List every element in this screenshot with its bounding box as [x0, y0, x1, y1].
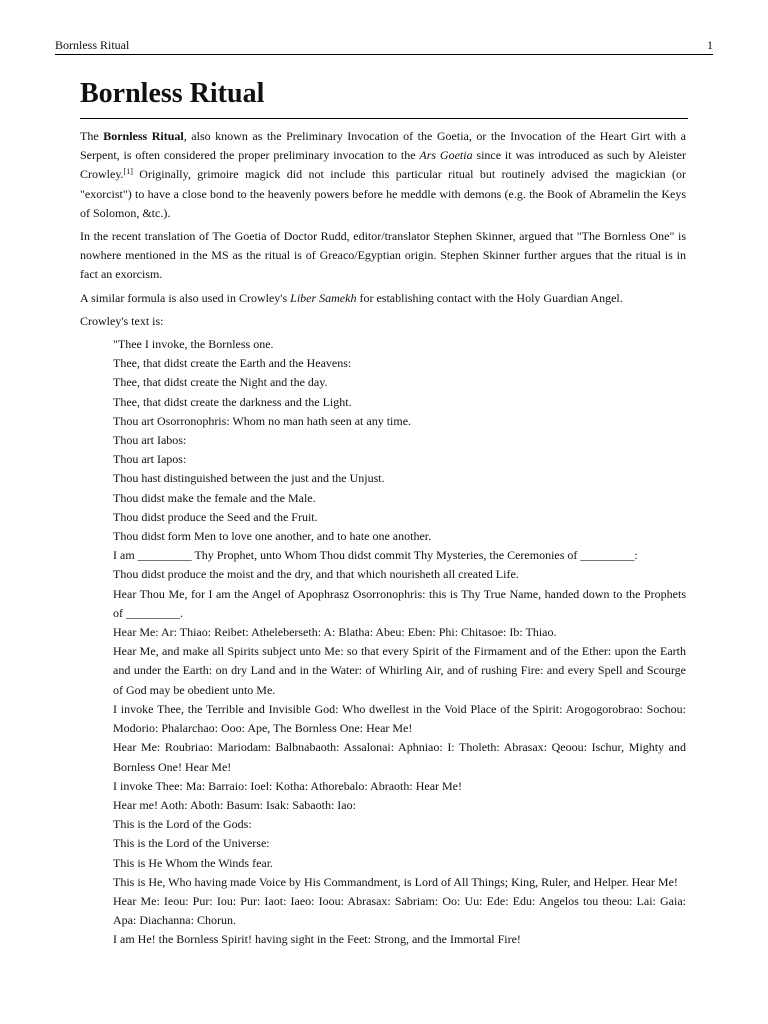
ritual-line: Thee, that didst create the darkness and the Light. — [113, 394, 352, 409]
ritual-line: Thou art Osorronophris: Whom no man hath seen at any time. — [113, 413, 412, 428]
ritual-line: "Thee I invoke, the Bornless one. — [113, 337, 274, 352]
para3-text-2: for establishing contact with the Holy Guardian Angel. — [356, 290, 623, 305]
para3-italic-title: Liber Samekh — [290, 290, 357, 305]
ritual-line: I am He! the Bornless Spirit! having sight in the Feet: Strong, and the Immortal Fire! — [113, 932, 521, 947]
header-rule — [55, 54, 713, 55]
intro-bold-term: Bornless Ritual — [103, 129, 184, 143]
intro-text-2: since it was introduced as such by Aleister Crowley. — [80, 148, 686, 182]
ritual-line: Hear Me: Roubriao: Mariodam: Balbnabaoth: Assalonai: Aphniao: I: Tholeth: Abrasax: Qeoou: Ischur, Mighty and Bornless One! Hear Me! — [113, 740, 686, 774]
ritual-line: Thou hast distinguished between the just and the Unjust. — [113, 471, 385, 486]
intro-italic-title: Ars Goetia — [419, 148, 473, 163]
intro-text-3: Originally, grimoire magick did not include this particular ritual but routinely advised the magickian (or "exorcist") to have a close bond to the heavenly powers before he meddle with demons (e.g. the Book of Abramelin the Keys of Solomon, &tc.). — [80, 167, 686, 220]
ritual-line: Thee, that didst create the Earth and the Heavens: — [113, 356, 352, 371]
intro-text-start: The — [80, 129, 104, 143]
page-number: 1 — [707, 38, 713, 52]
paragraph-skinner: In the recent translation of The Goetia of Doctor Rudd, editor/translator Stephen Skinner, argued that "The Bornless One" is nowhere mentioned in the MS as the ritual is of Greaco/Egyptian origin. Stephen Skinner further argues that the ritual is in fact an exorcism. — [80, 229, 686, 282]
ritual-line: This is He Whom the Winds fear. — [113, 855, 274, 870]
ritual-line: I invoke Thee, the Terrible and Invisible God: Who dwellest in the Void Place of the Spirit: Arogogorobrao: Sochou: Modorio: Phalarchao: Ooo: Ape, The Bornless One: Hear Me! — [113, 701, 686, 736]
ritual-line: Hear Me, and make all Spirits subject unto Me: so that every Spirit of the Firmament and of the Ether: upon the Earth and under the Earth: on dry Land and in the Water: of Whirling Air, and of rushing Fire: and every Spell and Scourge of God may be obedient unto Me. — [113, 644, 686, 697]
ritual-line: Thou didst make the female and the Male. — [113, 490, 316, 505]
ritual-line: Thou art Iabos: — [113, 433, 187, 448]
intro-paragraph — [80, 127, 686, 223]
paragraph-crowley-intro: Crowley's text is: — [80, 313, 164, 328]
ritual-line: Thou didst produce the moist and the dry, and that which nourisheth all created Life. — [113, 567, 519, 582]
running-header-title: Bornless Ritual — [55, 38, 130, 52]
ritual-line: Hear Thou Me, for I am the Angel of Apophrasz Osorronophris: this is Thy True Name, handed down to the Prophets of _________. — [113, 586, 686, 620]
reference-link[interactable]: [1] — [123, 167, 133, 177]
ritual-line: Thou didst form Men to love one another, and to hate one another. — [113, 529, 432, 544]
ritual-line: Hear me! Aoth: Aboth: Basum: Isak: Sabaoth: Iao: — [113, 797, 356, 812]
article-body — [80, 127, 686, 950]
intro-text-1: , also known as the Preliminary Invocation of the Goetia, or the Invocation of the Heart Girt with a Serpent, is often considered the proper preliminary invocation to the — [80, 129, 686, 163]
paragraph-liber-samekh — [80, 289, 686, 308]
ritual-line: I am _________ Thy Prophet, unto Whom Thou didst commit Thy Mysteries, the Ceremonies of _________: — [113, 548, 638, 563]
title-rule — [80, 118, 688, 119]
ritual-line: This is the Lord of the Gods: — [113, 817, 252, 832]
ritual-line: Thou didst produce the Seed and the Fruit. — [113, 509, 318, 524]
ritual-line: Hear Me: Ieou: Pur: Iou: Pur: Iaot: Iaeo: Ioou: Abrasax: Sabriam: Oo: Uu: Ede: Edu: Angelos tou theou: Lai: Gaia: Apa: Diachanna: Chorun. — [113, 893, 686, 928]
para3-text-1: A similar formula is also used in Crowley's — [80, 290, 291, 305]
article-title: Bornless Ritual — [80, 78, 265, 109]
ritual-line: I invoke Thee: Ma: Barraio: Ioel: Kotha: Athorebalo: Abraoth: Hear Me! — [113, 778, 463, 793]
running-header — [55, 38, 713, 54]
ritual-text — [113, 335, 686, 950]
ritual-line: Hear Me: Ar: Thiao: Reibet: Atheleberseth: A: Blatha: Abeu: Eben: Phi: Chitasoe: Ib: Thiao. — [113, 625, 557, 640]
ritual-line: Thou art Iapos: — [113, 452, 187, 467]
ritual-line: Thee, that didst create the Night and the day. — [113, 375, 328, 390]
ritual-line: This is the Lord of the Universe: — [113, 836, 270, 851]
ritual-line: This is He, Who having made Voice by His Commandment, is Lord of All Things; King, Ruler, and Helper. Hear Me! — [113, 874, 678, 889]
